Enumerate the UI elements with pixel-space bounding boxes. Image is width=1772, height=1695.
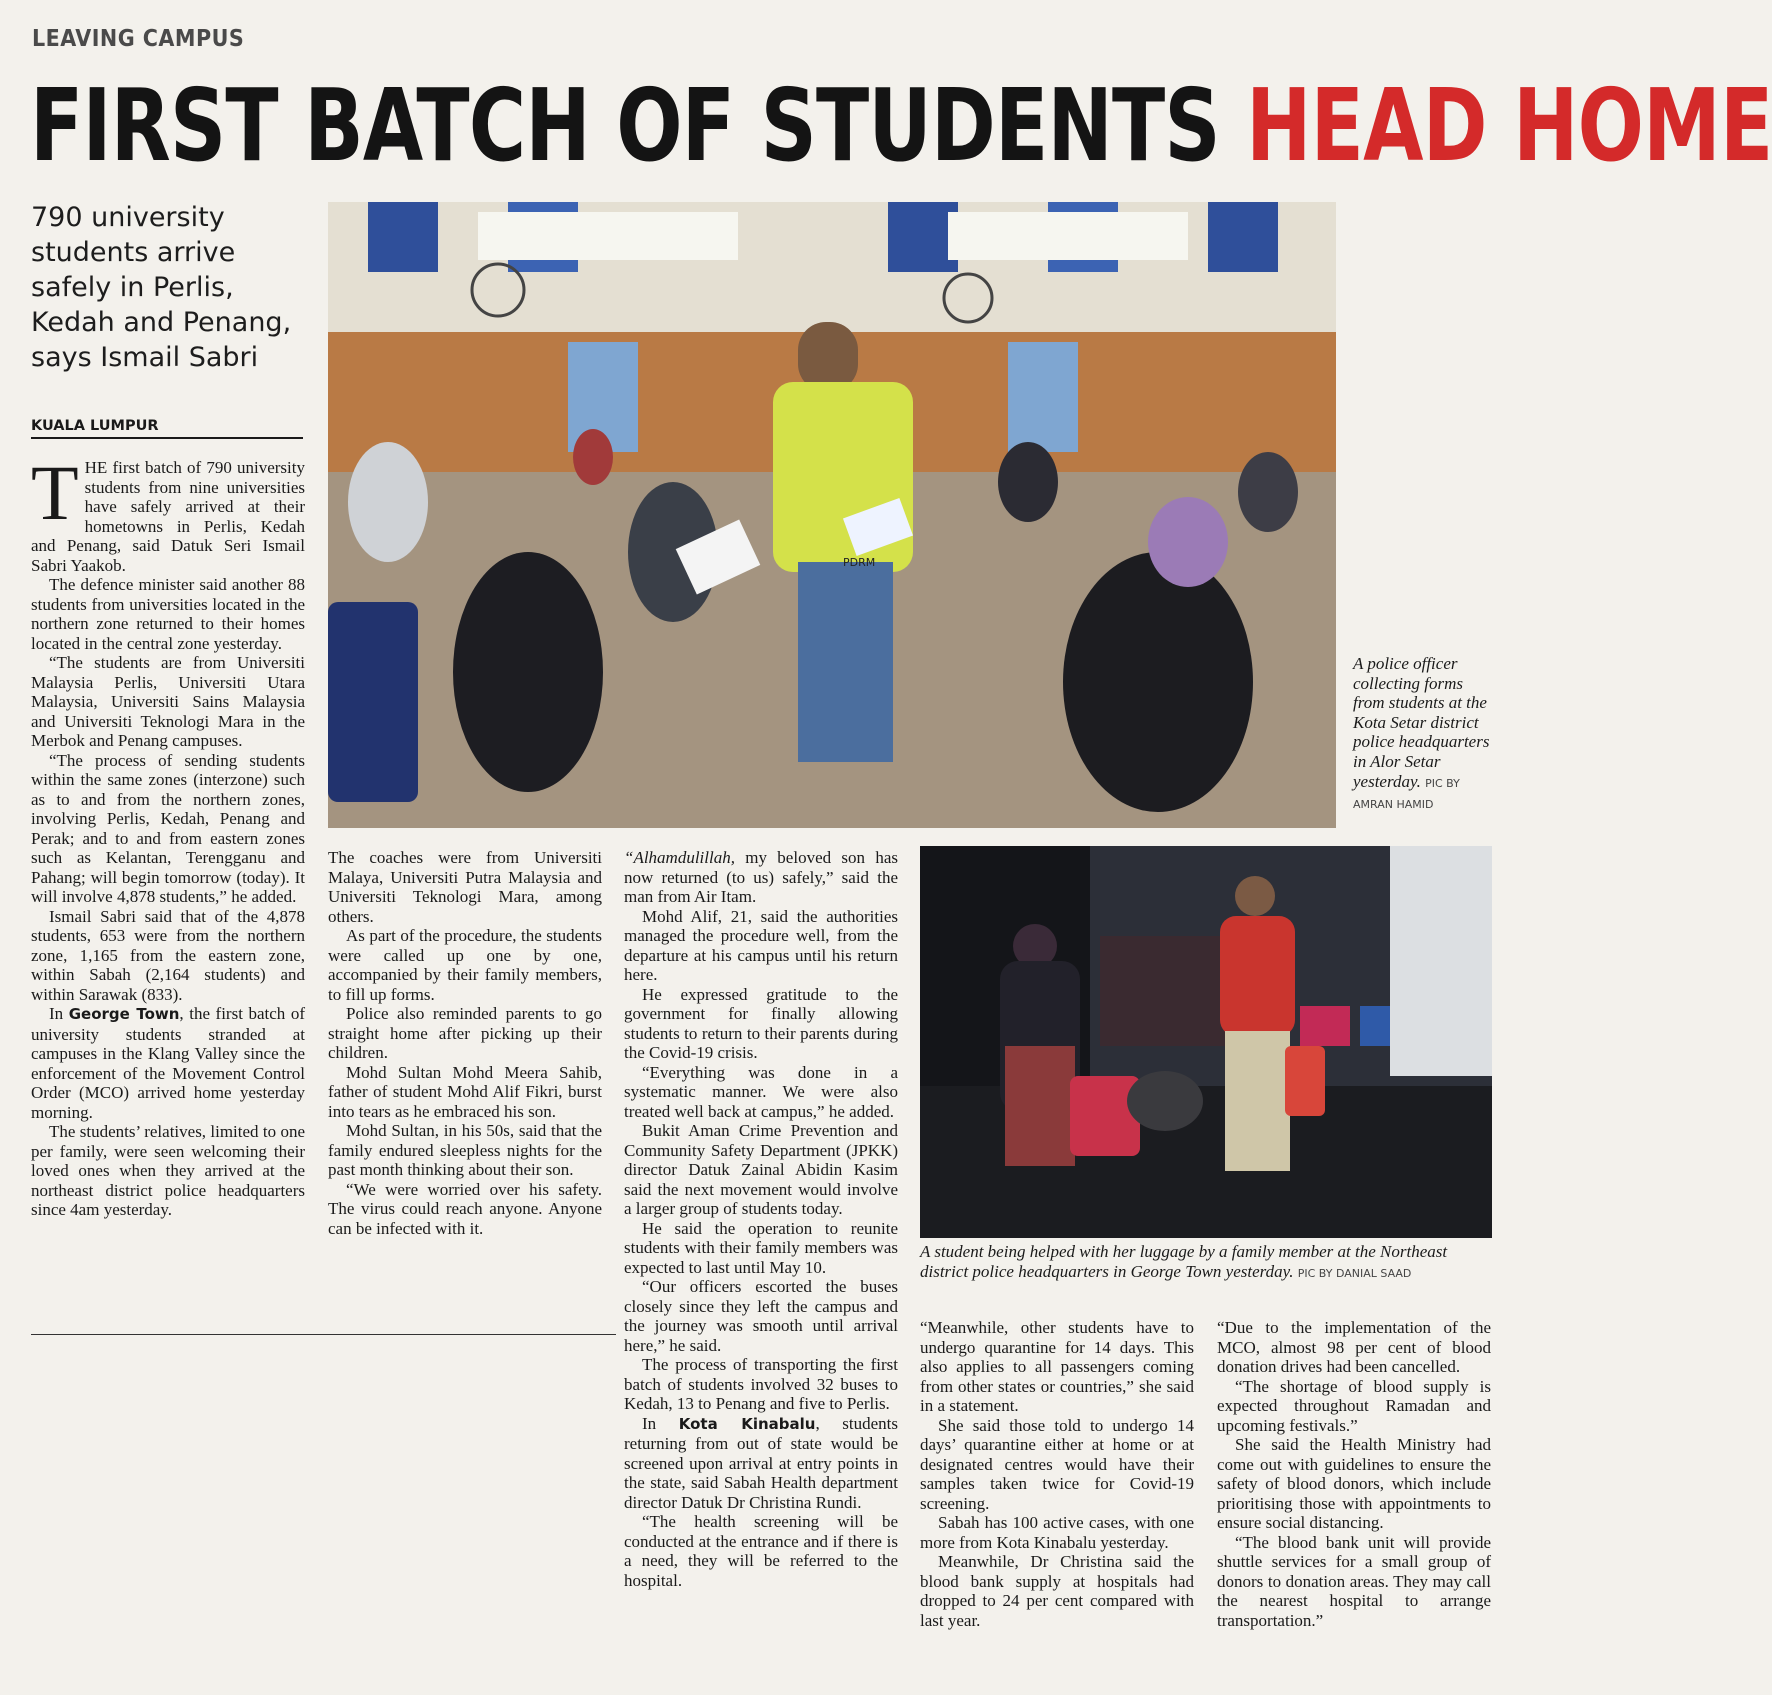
paragraph: Ismail Sabri said that of the 4,878 students, 653 were from the northern zone, 1,165 from the eastern zone, within Sabah (2,164 students) and within Sarawak (833). <box>31 906 305 1004</box>
paragraph: “The shortage of blood supply is expected throughout Ramadan and upcoming festivals.” <box>1217 1376 1491 1435</box>
paragraph: “The students are from Universiti Malaysia Perlis, Universiti Utara Malaysia, Universiti Sains Malaysia and Universiti Teknologi Mara in the Merbok and Penang campuses. <box>31 653 305 750</box>
standfirst: 790 university students arrive safely in Perlis, Kedah and Penang, says Ismail Sabri <box>31 202 292 373</box>
paragraph: He expressed gratitude to the government for finally allowing students to return to their parents during the Covid-19 crisis. <box>624 984 898 1062</box>
photo-student-with-luggage <box>920 846 1492 1238</box>
paragraph: As part of the procedure, the students were called up one by one, accompanied by their family members, to fill up forms. <box>328 926 602 1004</box>
paragraph: “Our officers escorted the buses closely since they left the campus and the journey was smooth until arrival here,” he said. <box>624 1277 898 1355</box>
photo-caption-2 <box>920 1242 1492 1283</box>
paragraph: He said the operation to reunite students with their family members was expected to last until May 10. <box>624 1218 898 1277</box>
paragraph: “Due to the implementation of the MCO, almost 98 per cent of blood donation drives had been cancelled. <box>1217 1318 1491 1376</box>
photo-illustration <box>920 846 1492 1238</box>
article-column-4 <box>920 1318 1194 1686</box>
column-divider-rule <box>31 1334 616 1335</box>
paragraph: The coaches were from Universiti Malaya, Universiti Putra Malaysia and Universiti Teknologi Mara, among others. <box>328 848 602 926</box>
drop-cap: T <box>31 449 79 536</box>
paragraph: The process of transporting the first batch of students involved 32 buses to Kedah, 13 to Penang and five to Perlis. <box>624 1355 898 1413</box>
paragraph: “The health screening will be conducted at the entrance and if there is a need, they will be referred to the hospital. <box>624 1512 898 1590</box>
paragraph: HE first batch of 790 university students from nine universities have safely arrived at their hometowns in Perlis, Kedah and Penang, said Datuk Seri Ismail Sabri Yaakob. <box>31 458 305 575</box>
article-column-1 <box>31 449 305 1316</box>
paragraph: “The process of sending students within the same zones (interzone) such as to and from the northern zones, involving Perlis, Kedah, Penang and Perak; and to and from eastern zones such as Kelantan, Terengganu and Pahang; will begin tomorrow (today). It will involve 4,878 students,” he added. <box>31 750 305 906</box>
paragraph: Meanwhile, Dr Christina said the blood bank supply at hospitals had dropped to 24 per cent compared with last year. <box>920 1552 1194 1630</box>
place-name: Kota Kinabalu <box>678 1414 816 1433</box>
section-kicker: LEAVING CAMPUS <box>32 26 245 52</box>
vest-text: PDRM <box>843 556 876 569</box>
paragraph: The students’ relatives, limited to one per family, were seen welcoming their loved ones when they arrived at the northeast district police headquarters since 4am yesterday. <box>31 1122 305 1219</box>
dateline: KUALA LUMPUR <box>31 418 303 439</box>
headline-black: FIRST BATCH OF STUDENTS <box>30 67 1220 184</box>
paragraph: Police also reminded parents to go straight home after picking up their children. <box>328 1004 602 1062</box>
caption-text: A student being helped with her luggage by a family member at the Northeast district police headquarters in George Town yesterday. <box>920 1242 1448 1281</box>
paragraph: Bukit Aman Crime Prevention and Community Safety Department (JPKK) director Datuk Zainal Abidin Kasim said the next movement would involve a larger group of students today. <box>624 1121 898 1218</box>
paragraph: “We were worried over his safety. The virus could reach anyone. Anyone can be infected with it. <box>328 1179 602 1238</box>
article-column-5 <box>1217 1318 1491 1686</box>
paragraph: The defence minister said another 88 students from universities located in the northern zone returned to their homes located in the central zone yesterday. <box>31 575 305 653</box>
place-name: George Town <box>68 1005 180 1023</box>
paragraph <box>624 848 898 907</box>
italic-word: “Alhamdulillah, <box>624 848 735 867</box>
paragraph: “Everything was done in a systematic manner. We were also treated well back at campus,” he added. <box>624 1062 898 1121</box>
paragraph: She said those told to undergo 14 days’ quarantine either at home or at designated centres would have their samples taken twice for Covid-19 screening. <box>920 1415 1194 1513</box>
paragraph-text: , the first batch of university students stranded at campuses in the Klang Valley since the enforcement of the Movement Control Order (MCO) arrived home yesterday morning. <box>31 1004 305 1122</box>
paragraph <box>624 1414 898 1513</box>
headline-red: HEAD HOME <box>1246 67 1772 184</box>
paragraph: Mohd Alif, 21, said the authorities managed the procedure well, from the departure at his campus until his return here. <box>624 906 898 984</box>
photo-illustration <box>328 202 1336 828</box>
article-column-3 <box>624 848 898 1686</box>
paragraph: “The blood bank unit will provide shuttle services for a small group of donors to donation areas. They may call the nearest hospital to arrange transportation.” <box>1217 1532 1491 1630</box>
photo-caption-1 <box>1353 654 1493 815</box>
photo-credit: PIC BY DANIAL SAAD <box>1297 1266 1412 1280</box>
paragraph-prefix: In <box>49 1004 64 1023</box>
article-column-2 <box>328 848 602 1316</box>
paragraph: She said the Health Ministry had come out with guidelines to ensure the safety of blood donors, which include prioritising those with appointments to ensure social distancing. <box>1217 1435 1491 1532</box>
paragraph-text: my beloved son has now returned (to us) safely,” said the man from Air Itam. <box>624 848 898 906</box>
paragraph: Sabah has 100 active cases, with one more from Kota Kinabalu yesterday. <box>920 1513 1194 1552</box>
paragraph-text: , students returning from out of state would be screened upon arrival at entry points in the state, said Sabah Health department director Datuk Dr Christina Rundi. <box>624 1413 898 1512</box>
photo-police-officer-collecting-forms <box>328 202 1336 828</box>
paragraph: Mohd Sultan, in his 50s, said that the family endured sleepless nights for the past month thinking about their son. <box>328 1121 602 1179</box>
paragraph: Mohd Sultan Mohd Meera Sahib, father of student Mohd Alif Fikri, burst into tears as he embraced his son. <box>328 1062 602 1121</box>
paragraph: “Meanwhile, other students have to undergo quarantine for 14 days. This also applies to all passengers coming from other states or countries,” she said in a statement. <box>920 1318 1194 1415</box>
paragraph-prefix: In <box>642 1413 657 1433</box>
photo-credit: PIC BY AMRAN HAMID <box>1353 776 1460 812</box>
paragraph <box>31 1004 305 1122</box>
page-headline <box>30 67 1772 184</box>
caption-text: A police officer collecting forms from students at the Kota Setar district police headquarters in Alor Setar yesterday. <box>1353 654 1490 791</box>
